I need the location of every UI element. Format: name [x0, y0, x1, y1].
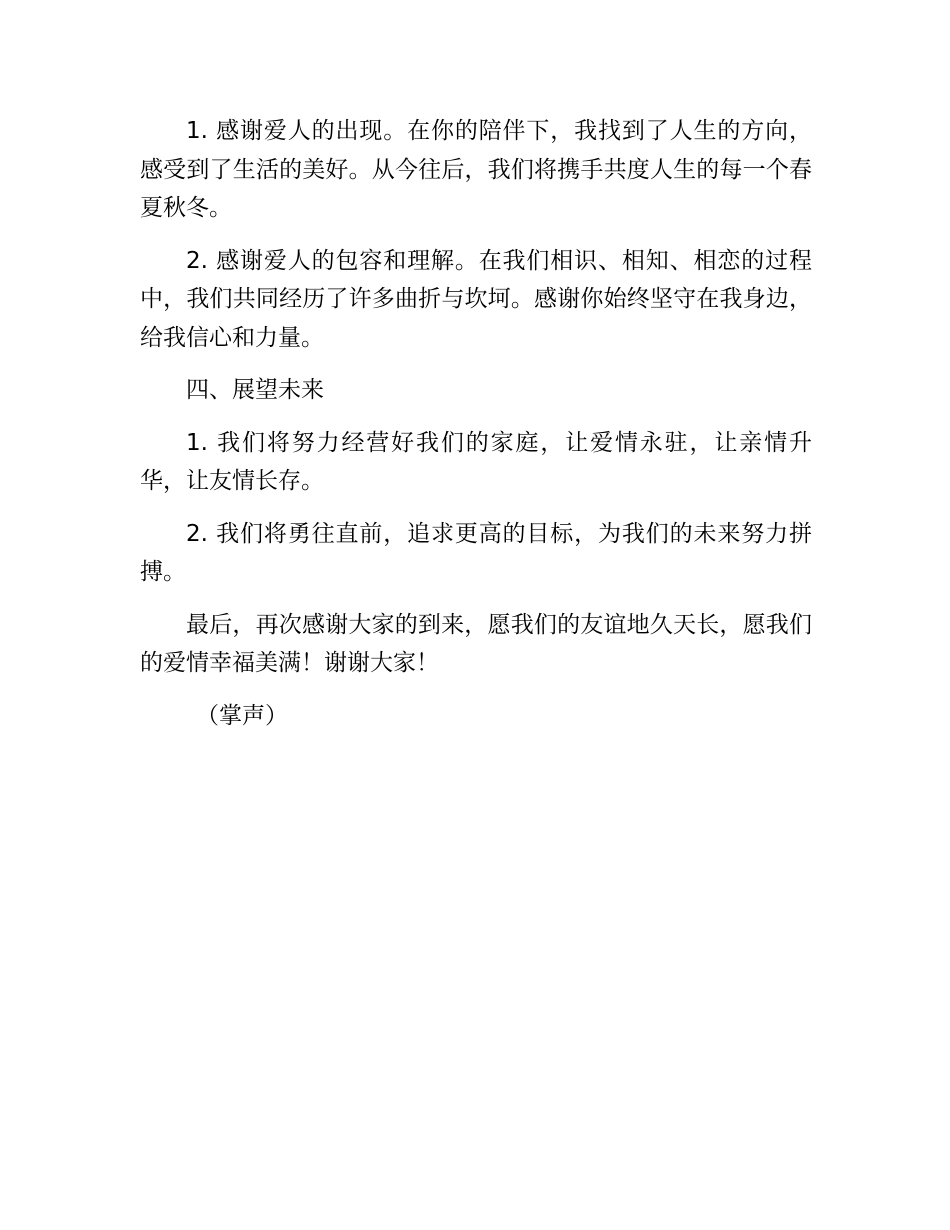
- document-body: [140, 112, 812, 749]
- paragraph-closing: 最后，再次感谢大家的到来，愿我们的友谊地久天长，愿我们的爱情幸福美满！谢谢大家！: [140, 611, 812, 676]
- section-heading-future: 四、展望未来: [186, 377, 324, 403]
- paragraph-family: 1. 我们将努力经营好我们的家庭，让爱情永驻，让亲情升华，让友情长存。: [140, 429, 812, 494]
- paragraph-thanks-understanding: 2. 感谢爱人的包容和理解。在我们相识、相知、相恋的过程中，我们共同经历了许多曲折与坎坷。感谢你始终坚守在我身边，给我信心和力量。: [140, 247, 812, 351]
- applause-note: （掌声）: [196, 702, 288, 729]
- paragraph-thanks-presence: 1. 感谢爱人的出现。在你的陪伴下，我找到了人生的方向，感受到了生活的美好。从今往后，我们将携手共度人生的每一个春夏秋冬。: [140, 118, 812, 221]
- paragraph-goals: 2. 我们将勇往直前，追求更高的目标，为我们的未来努力拼搏。: [140, 520, 812, 585]
